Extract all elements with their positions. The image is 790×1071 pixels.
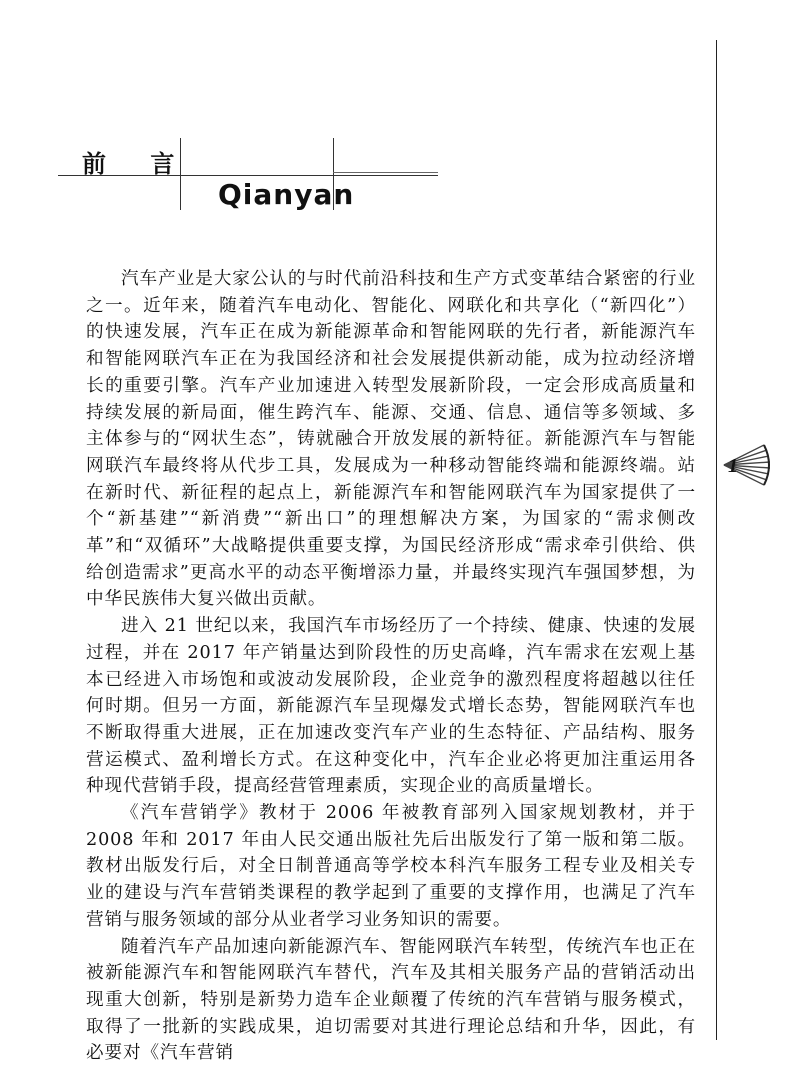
section-header [58, 138, 438, 210]
paragraph: 汽车产业是大家公认的与时代前沿科技和生产方式变革结合紧密的行业之一。近年来，随着汽车电动化、智能化、网联化和共享化（“新四化”）的快速发展，汽车正在成为新能源革命和智能网联的先行者，新能源汽车和智能网联汽车正在为我国经济和社会发展提供新动能，成为拉动经济增长的重要引擎。汽车产业加速进入转型发展新阶段，一定会形成高质量和持续发展的新局面，催生跨汽车、能源、交通、信息、通信等多领域、多主体参与的“网状生态”，铸就融合开放发展的新特征。新能源汽车与智能网联汽车最终将从代步工具，发展成为一种移动智能终端和能源终端。站在新时代、新征程的起点上，新能源汽车和智能网联汽车为国家提供了一个“新基建”“新消费”“新出口”的理想解决方案，为国家的“需求侧改革”和“双循环”大战略提供重要支撑，为国民经济形成“需求牵引供给、供给创造需求”更高水平的动态平衡增添力量，并最终实现汽车强国梦想，为中华民族伟大复兴做出贡献。 [86, 269, 696, 610]
shell-ornament-icon [718, 442, 770, 488]
paragraph: 随着汽车产品加速向新能源汽车、智能网联汽车转型，传统汽车也正在被新能源汽车和智能网联汽车替代，汽车及其相关服务产品的营销活动出现重大创新，特别是新势力造车企业颠覆了传统的汽车营销与服务模式，取得了一批新的实践成果，迫切需要对其进行理论总结和升华，因此，有必要对《汽车营销 [86, 936, 696, 1064]
paragraph: 进入 21 世纪以来，我国汽车市场经历了一个持续、健康、快速的发展过程，并在 2017 年产销量达到阶段性的历史高峰，汽车需求在宏观上基本已经进入市场饱和或波动发展阶段，企业竞争的激烈程度将超越以往任何时期。但另一方面，新能源汽车呈现爆发式增长态势，智能网联汽车也不断取得重大进展，正在加速改变汽车产业的生态特征、产品结构、服务营运模式、盈利增长方式。在这种变化中，汽车企业必将更加注重运用各种现代营销手段，提高经营管理素质，实现企业的高质量增长。 [86, 616, 696, 797]
body-text [86, 266, 696, 1067]
section-title-pinyin: Qianyan [218, 178, 355, 211]
section-title: 前 言 [82, 150, 193, 178]
margin-rule [716, 40, 717, 1040]
paragraph: 《汽车营销学》教材于 2006 年被教育部列入国家规划教材，并于 2008 年和 2017 年由人民交通出版社先后出版发行了第一版和第二版。教材出版发行后，对全日制普通高等学校本科汽车服务工程专业及相关专业的建设与汽车营销类课程的教学起到了重要的支撑作用，也满足了汽车营销与服务领域的部分从业者学习业务知识的需要。 [86, 803, 696, 930]
page-number: 1 [728, 455, 738, 477]
header-rule-short [333, 172, 438, 173]
